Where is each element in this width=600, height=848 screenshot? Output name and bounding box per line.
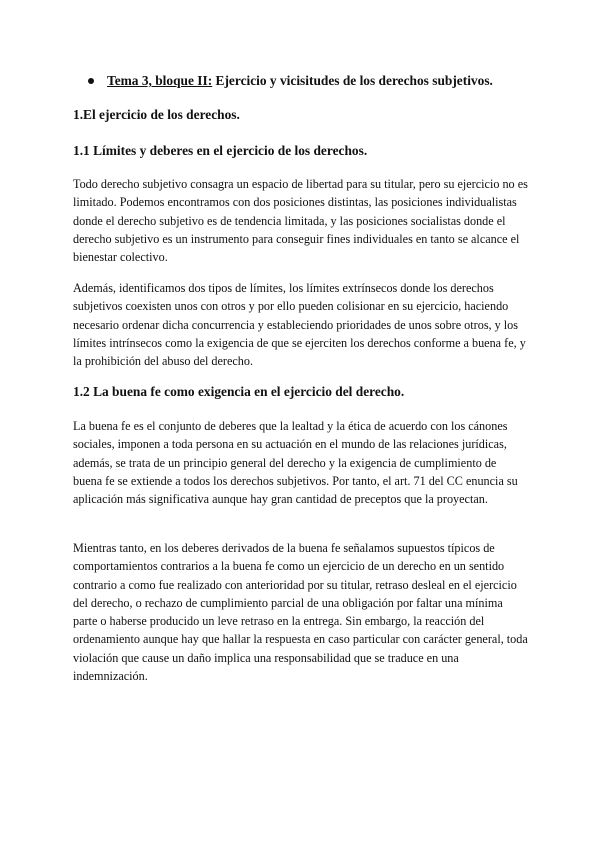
section-1-heading: 1.El ejercicio de los derechos. [73, 107, 240, 122]
section-1-1-heading: 1.1 Límites y deberes en el ejercicio de los derechos. [73, 143, 368, 158]
topic-label: Tema 3, bloque II: [107, 73, 213, 88]
paragraph-1: Todo derecho subjetivo consagra un espacio de libertad para su titular, pero su ejercicio no es limitado. Podemos encontramos con dos posiciones distintas, las posiciones individualistas donde el derecho subjetivo es de tendencia limitada, y las posiciones socialistas donde el derecho subjetivo es un instrumento para conseguir fines individuales en tanto se alcance el bienestar colectivo. [73, 177, 528, 265]
topic-title: Ejercicio y vicisitudes de los derechos subjetivos. [215, 73, 493, 88]
section-1-2-heading: 1.2 La buena fe como exigencia en el ejercicio del derecho. [73, 384, 405, 399]
paragraph-2: Además, identificamos dos tipos de límites, los límites extrínsecos donde los derechos subjetivos coexisten unos con otros y por ello pueden colisionar en su ejercicio, haciendo necesario ordenar dicha concurrencia y estableciendo prioridades de unos sobre otros, y los límites intrínsecos como la exigencia de que se ejerciten los derechos conforme a buena fe, y la prohibición del abuso del derecho. [73, 281, 526, 369]
bullet-dot-icon [88, 78, 94, 84]
paragraph-4: Mientras tanto, en los deberes derivados de la buena fe señalamos supuestos típicos de comportamientos contrarios a la buena fe como un ejercicio de un derecho en un sentido contrario a como fue realizado con anterioridad por su titular, retraso desleal en el ejercicio del derecho, o rechazo de cumplimiento parcial de una obligación por faltar una mínima parte o haberse producido un leve retraso en la entrega. Sin embargo, la reacción del ordenamiento aunque hay que hallar la respuesta en caso particular con carácter general, toda violación que cause un daño implica una responsabilidad que se traduce en una indemnización. [73, 541, 528, 684]
topic-bullet [88, 72, 568, 90]
paragraph-3: La buena fe es el conjunto de deberes que la lealtad y la ética de acuerdo con los cánones sociales, imponen a toda persona en su actuación en el mundo de las relaciones jurídicas, además, se trata de un principio general del derecho y la exigencia de cumplimiento de buena fe se extiende a todos los derechos subjetivos. Por tanto, el art. 71 del CC enuncia su aplicación más significativa aunque hay gran cantidad de preceptos que la proyectan. [73, 419, 518, 507]
